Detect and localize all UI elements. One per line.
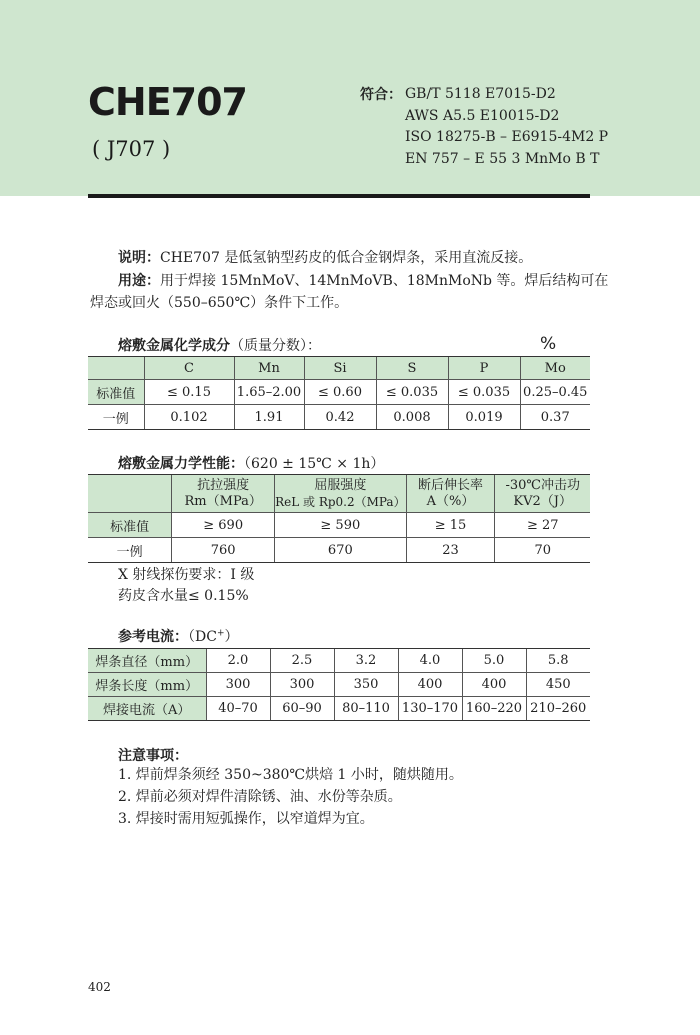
moisture-content: 药皮含水量≤ 0.15% xyxy=(118,588,249,604)
chemical-table xyxy=(88,356,590,430)
mechanical-title xyxy=(118,453,384,473)
table-cell: ≤ 0.035 xyxy=(448,380,520,405)
xray-requirement: X 射线探伤要求：I 级 xyxy=(118,567,255,583)
table-cell: 0.019 xyxy=(448,405,520,430)
explain-text: CHE707 是低氢钠型药皮的低合金钢焊条，采用直流反接。 xyxy=(160,250,533,266)
explain-label: 说明： xyxy=(118,250,160,266)
header-line: A（%） xyxy=(426,493,475,509)
table-cell: C xyxy=(144,357,234,380)
table-cell: 130–170 xyxy=(398,697,462,721)
standards-label: 符合： xyxy=(360,87,402,103)
note-item: 1. 焊前焊条须经 350~380℃烘焙 1 小时，随烘随用。 xyxy=(118,767,463,783)
table-cell: 23 xyxy=(406,538,495,563)
table-cell: 标准值 xyxy=(88,380,144,405)
table-cell: 焊条直径（mm） xyxy=(88,649,206,673)
table-cell: 80–110 xyxy=(334,697,398,721)
header-line: ReL 或 Rp0.2（MPa） xyxy=(275,494,406,509)
table-cell: Mn xyxy=(234,357,304,380)
note-item: 3. 焊接时需用短弧操作，以窄道焊为宜。 xyxy=(118,811,374,827)
table-header-row xyxy=(88,357,590,380)
table-cell: ≥ 15 xyxy=(406,513,495,538)
table-row xyxy=(88,538,590,563)
table-row xyxy=(88,649,590,673)
table-cell xyxy=(495,475,590,513)
standard-item: ISO 18275-B – E6915-4M2 P xyxy=(405,129,609,145)
table-cell: 160–220 xyxy=(462,697,526,721)
table-cell: 300 xyxy=(270,673,334,697)
current-title-text: 参考电流： xyxy=(118,629,188,645)
table-cell: 5.8 xyxy=(526,649,590,673)
header-line: -30℃冲击功 xyxy=(505,477,580,493)
mechanical-table xyxy=(88,474,590,563)
note-item: 2. 焊前必须对焊件清除锈、油、水份等杂质。 xyxy=(118,789,402,805)
table-cell: 0.25–0.45 xyxy=(520,380,590,405)
table-cell: 760 xyxy=(172,538,275,563)
table-cell: P xyxy=(448,357,520,380)
chemical-title-text: 熔敷金属化学成分 xyxy=(118,338,230,354)
table-row xyxy=(88,697,590,721)
chemical-title-suffix: （质量分数）： xyxy=(230,338,321,354)
current-table xyxy=(88,648,590,721)
description-use-cont xyxy=(90,292,348,314)
table-row xyxy=(88,380,590,405)
table-cell: ≤ 0.15 xyxy=(144,380,234,405)
table-cell: 1.65–2.00 xyxy=(234,380,304,405)
table-cell: 450 xyxy=(526,673,590,697)
table-header-row xyxy=(88,475,590,513)
table-cell: 一例 xyxy=(88,405,144,430)
notes-title-text: 注意事项： xyxy=(118,748,188,764)
table-cell xyxy=(88,357,144,380)
product-title: CHE707 xyxy=(88,80,247,124)
header-line: Rm（MPa） xyxy=(184,493,262,509)
standard-item: AWS A5.5 E10015-D2 xyxy=(405,107,560,124)
table-cell: 0.102 xyxy=(144,405,234,430)
notes-title xyxy=(118,745,188,765)
table-cell xyxy=(406,475,495,513)
header-rule xyxy=(88,194,590,198)
current-title-sup: + xyxy=(216,628,225,639)
table-cell: 400 xyxy=(398,673,462,697)
header-line: 断后伸长率 xyxy=(418,477,484,493)
table-cell xyxy=(88,475,172,513)
table-row xyxy=(88,513,590,538)
table-cell: 2.0 xyxy=(206,649,270,673)
table-cell: 40–70 xyxy=(206,697,270,721)
standard-item: GB/T 5118 E7015-D2 xyxy=(405,86,556,102)
standards-list xyxy=(405,84,608,170)
table-row xyxy=(88,405,590,430)
table-cell: 5.0 xyxy=(462,649,526,673)
notes-list xyxy=(118,764,463,830)
table-cell: 210–260 xyxy=(526,697,590,721)
header-line: 屈服强度 xyxy=(314,477,367,493)
table-cell: 60–90 xyxy=(270,697,334,721)
page-number: 402 xyxy=(88,980,111,994)
table-cell: 1.91 xyxy=(234,405,304,430)
table-cell: 0.37 xyxy=(520,405,590,430)
use-text-1: 用于焊接 15MnMoV、14MnMoVB、18MnMoNb 等。焊后结构可在 xyxy=(160,273,609,289)
use-label: 用途： xyxy=(118,273,160,289)
chemical-unit: % xyxy=(540,334,557,354)
table-cell: 一例 xyxy=(88,538,172,563)
description-use xyxy=(118,270,608,292)
table-cell: ≥ 27 xyxy=(495,513,590,538)
mechanical-title-suffix: （620 ± 15℃ × 1h） xyxy=(244,456,385,472)
description-explain xyxy=(118,247,532,269)
table-cell: Mo xyxy=(520,357,590,380)
table-cell xyxy=(275,475,407,513)
mechanical-title-text: 熔敷金属力学性能： xyxy=(118,456,244,472)
current-title xyxy=(118,626,238,646)
header-line: KV2（J） xyxy=(513,493,573,509)
table-cell: 4.0 xyxy=(398,649,462,673)
chemical-title xyxy=(118,335,321,355)
table-row xyxy=(88,673,590,697)
table-cell: ≤ 0.60 xyxy=(304,380,376,405)
table-cell: ≥ 590 xyxy=(275,513,407,538)
header-line: 抗拉强度 xyxy=(197,477,250,493)
table-cell: 3.2 xyxy=(334,649,398,673)
use-text-2: 焊态或回火（550–650℃）条件下工作。 xyxy=(90,295,349,311)
table-cell: 670 xyxy=(275,538,407,563)
table-cell: 300 xyxy=(206,673,270,697)
table-cell: 2.5 xyxy=(270,649,334,673)
table-cell: 70 xyxy=(495,538,590,563)
table-cell: 焊条长度（mm） xyxy=(88,673,206,697)
current-title-suffix: （DC xyxy=(188,629,217,645)
table-cell: ≤ 0.035 xyxy=(376,380,448,405)
table-cell: S xyxy=(376,357,448,380)
product-subtitle: ( J707 ) xyxy=(92,137,171,161)
table-cell: 0.42 xyxy=(304,405,376,430)
table-cell xyxy=(172,475,275,513)
table-cell: Si xyxy=(304,357,376,380)
current-title-close: ） xyxy=(224,629,239,645)
standard-item: EN 757 – E 55 3 MnMo B T xyxy=(405,150,600,167)
table-cell: 0.008 xyxy=(376,405,448,430)
table-cell: ≥ 690 xyxy=(172,513,275,538)
table-cell: 焊接电流（A） xyxy=(88,697,206,721)
table-cell: 标准值 xyxy=(88,513,172,538)
table-cell: 350 xyxy=(334,673,398,697)
table-cell: 400 xyxy=(462,673,526,697)
